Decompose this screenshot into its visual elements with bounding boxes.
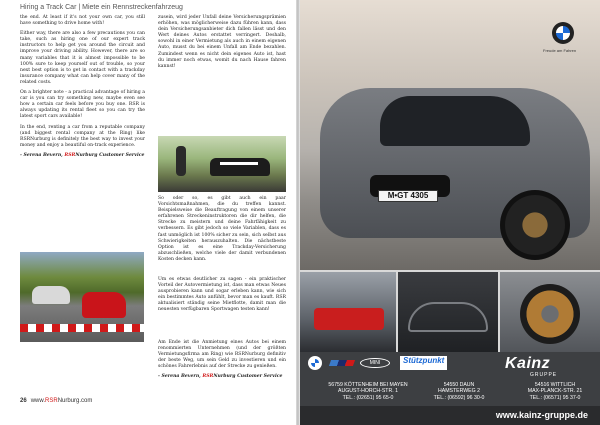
right-page-advertisement [300, 0, 600, 425]
quote-prefix: - Serena Bevern, [20, 152, 65, 158]
ad-thumb-interior [398, 272, 498, 352]
quote-brand: RSR [64, 152, 76, 158]
bmw-logo-icon [552, 22, 574, 44]
running-header: Hiring a Track Car | Miete ein Rennstreckenfahrzeug [20, 4, 183, 11]
photo-silver-car [32, 286, 70, 304]
kainz-brand: Kainz [505, 355, 551, 372]
author-quote [20, 153, 145, 159]
address-line: HAMSTERWEG 2 [438, 388, 480, 395]
quote-suffix: Nurburg Customer Service [75, 152, 145, 158]
ad-thumb-wheel [500, 272, 600, 352]
address-line: MAX-PLANCK-STR. 21 [527, 388, 583, 395]
article-column-english [20, 15, 145, 163]
bmw-dealer-logo-icon [308, 356, 322, 370]
bmw-m-logo-icon [329, 360, 355, 366]
photo-track-car-with-driver [158, 136, 286, 192]
address-phone: TEL.: (02651) 95 65-0 [342, 394, 394, 401]
footer-url-prefix: www. [30, 398, 46, 404]
mini-logo: MINI [360, 358, 390, 368]
ad-car-windshield [380, 96, 530, 146]
dealer-address [318, 382, 418, 401]
photo-black-car [210, 158, 270, 176]
paragraph: the end. At least if it's not your own car, you still have something to drive home with! [20, 15, 145, 27]
photo-person [176, 146, 186, 176]
ad-website-url: www.kainz-gruppe.de [300, 406, 600, 425]
article-column-german-1 [158, 15, 286, 74]
stutzpunkt-logo: Stützpunkt [400, 356, 447, 370]
author-quote [158, 374, 286, 380]
address-line: AUGUST-HORCH-STR. 1 [338, 388, 398, 395]
page-number: 26 [20, 398, 27, 404]
address-phone: TEL.: (06592) 96 30-0 [433, 394, 485, 401]
quote-suffix: Nurburg Customer Service [213, 374, 283, 380]
ad-car-wheel [500, 190, 570, 260]
address-line: 54550 DAUN [443, 382, 475, 388]
footer-url-brand: RSR [45, 398, 58, 404]
photo-racing-cars [20, 252, 144, 342]
paragraph: zusein, wird jeder Unfall deine Versicherungsprämien erhöhen, was möglicherweise dazu führen kann, dass dein Versicherungsanbieter dich fallen lässt und den Wert deines Autos erstattet verringert. Deshalb, sowohl in einer Vermietung als auch in einem eigenen Auto, musst du bei einem Unfall am Ende bezahlen. Zumindest wenn es nicht dein eigenes Auto ist, hast du immer noch etwas, womit du nach Hause fahren kannst! [158, 15, 286, 69]
article-column-german-3 [158, 277, 286, 318]
quote-prefix: - Serena Bevern, [158, 374, 203, 380]
address-phone: TEL.: (06571) 95 37-0 [529, 394, 581, 401]
article-column-german-2 [158, 196, 286, 267]
ad-thumbnail-strip [300, 272, 600, 352]
ad-license-plate: M•GT 4305 [378, 190, 438, 202]
paragraph: Um es etwas deutlicher zu sagen - ein praktischer Vorteil der Autovermietung ist, dass man etwas Neues ausprobieren kann und sogar erleben kann, wie sich ein bestimmtes Auto anfühlt, bevor man es kauft. RSR aktualisiert ständig seine Mietflotte, damit man die neuesten verfügbaren Sportwagen testen kann! [158, 277, 286, 313]
paragraph: Either way, there are also a few precautions you can take, such as hiring one of our expert track instructors to help get you around the circuit and improve your driving ability. However, there are so many variables that it is almost impossible to be 100% sure to keep yourself out of trouble, so your next best option is to get in contact with a trackday insurance company what can help cover many of the related costs. [20, 31, 145, 85]
dealer-address [424, 382, 494, 401]
article-column-german-4 [158, 340, 286, 385]
dealer-address [515, 382, 595, 401]
photo-red-car [82, 292, 126, 318]
paragraph: Am Ende ist die Anmietung eines Autos bei einem renommierten Unternehmen (und der größten Vermietungsfirma am Ring) wie RSRNurburg definitiv der beste Weg, um sein Geld zu investieren und ein schönes Fahrerlebnis auf der Strecke zu genießen. [158, 340, 286, 370]
paragraph: On a brighter note - a practical advantage of hiring a car is you can try something new, maybe even see how a certain car feels before you buy one. RSR is always updating its rental fleet so you can try the latest sport cars available! [20, 90, 145, 120]
left-page [0, 0, 296, 425]
quote-brand: RSR [202, 374, 214, 380]
address-line: 54516 WITTLICH [534, 382, 576, 388]
page-footer [20, 398, 92, 404]
footer-url-suffix: Nurburg.com [57, 398, 93, 404]
ad-thumb-rear [300, 272, 396, 352]
kainz-brand-sub: GRUPPE [530, 372, 558, 378]
paragraph: In the end, renting a car from a reputable company (and biggest rental company at the Ring) like RSRNurburg is definitely the best way to invest your money and enjoy a beautiful on-track experience. [20, 124, 145, 148]
paragraph: So oder so, es gibt auch ein paar Vorsichtsmaßnahmen, die du treffen kannst. Beispielsweise die Beauftragung von einem unserer erfahrenen Streckeninstruktoren die dir helfen, die Strecke zu meistern und deine Fahrfähigkeit zu verbessern. Es gibt jedoch so viele Variablen, dass es fast unmöglich ist 100% sicher zu sein, sich selbst aus Schwierigkeiten herauszuhalten. Die nächstbeste Option ist es eine Trackday-Versicherung abzuschließen, welche viele der damit verbundenen Kosten decken kann. [158, 196, 286, 262]
address-line: 56759 KÖTTENHEIM BEI MAYEN [328, 382, 408, 388]
photo-curb [20, 324, 144, 332]
bmw-tagline: Freude am Fahren [543, 48, 577, 53]
